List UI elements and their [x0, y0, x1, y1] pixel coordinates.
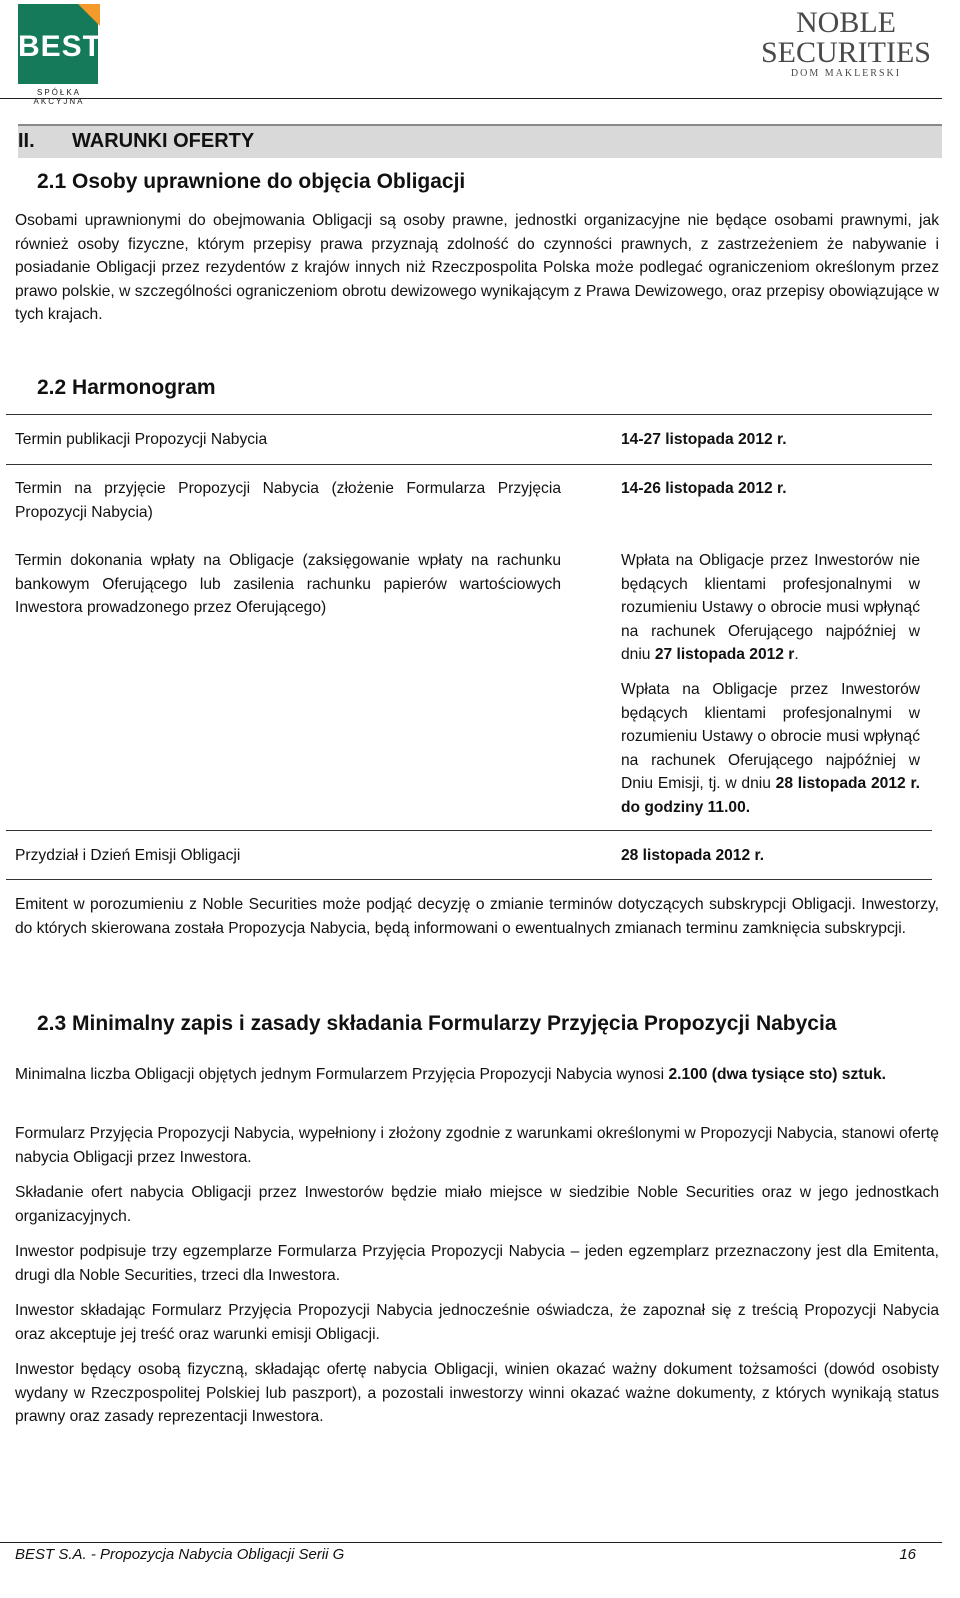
- paragraph-2-1: Osobami uprawnionymi do obejmowania Obligacji są osoby prawne, jednostki organizacyjne nie będące osobami prawnymi, jak również osoby fizyczne, którym przepisy prawa przyznają zdolność do czynności prawnych, z zastrzeżeniem że nabywanie i posiadanie Obligacji przez rezydentów z krajów innych niż Rzeczpospolita Polska może podlegać ograniczeniom określonym przez prawo polskie, w szczególności ograniczeniom obrotu dewizowego wynikającym z Prawa Dewizowego, oraz przepisy obowiązujące w tych krajach.: [15, 212, 939, 324]
- section-title: WARUNKI OFERTY: [72, 130, 255, 152]
- table-row-rule: [6, 464, 932, 465]
- paragraph-min-subscription: [15, 1063, 939, 1087]
- best-logo-word: BEST: [18, 30, 103, 63]
- row-label: Przydział i Dzień Emisji Obligacji: [15, 847, 241, 864]
- row-value: 14-27 listopada 2012 r.: [621, 431, 787, 448]
- row-value-professional: [621, 678, 920, 820]
- min-text: Minimalna liczba Obligacji objętych jednym Formularzem Przyjęcia Propozycji Nabycia wynosi: [15, 1066, 669, 1083]
- value-text: Wpłata na Obligacje przez Inwestorów nie będących klientami profesjonalnymi w rozumieniu Ustawy o obrocie musi wpłynąć na rachunek Oferującego najpóźniej w dniu: [621, 552, 920, 664]
- footer-page-number: 16: [899, 1546, 916, 1563]
- value-date: 27 listopada 2012 r: [654, 646, 795, 664]
- table-top-rule: [6, 414, 932, 415]
- best-logo-subtitle: SPÓŁKA AKCYJNA: [33, 88, 85, 106]
- noble-logo-line2: SECURITIES: [760, 36, 931, 69]
- paragraph-statement: Inwestor składając Formularz Przyjęcia Propozycji Nabycia jednocześnie oświadcza, że zapoznał się z treścią Propozycji Nabycia oraz akceptuje jej treść oraz warunki emisji Obligacji.: [15, 1302, 939, 1343]
- section-header: [18, 124, 942, 158]
- heading-2-2: 2.2 Harmonogram: [37, 376, 216, 399]
- row-value: 14-26 listopada 2012 r.: [621, 480, 787, 497]
- noble-logo-line3: DOM MAKLERSKI: [790, 68, 902, 79]
- noble-logo-line1: NOBLE: [796, 6, 896, 39]
- best-logo-corner: [78, 4, 100, 26]
- best-logo: [18, 4, 103, 106]
- heading-2-1: 2.1 Osoby uprawnione do objęcia Obligacji: [37, 170, 466, 193]
- row-label: Termin dokonania wpłaty na Obligacje (zaksięgowanie wpłaty na rachunku bankowym Oferującego lub zasilenia rachunku papierów wartościowych Inwestora prowadzonego przez Oferującego): [15, 552, 561, 617]
- row-value: 28 listopada 2012 r.: [621, 847, 765, 864]
- header-divider: [0, 98, 942, 99]
- min-amount: 2.100 (dwa tysiące sto) sztuk.: [668, 1066, 886, 1083]
- row-label: Termin na przyjęcie Propozycji Nabycia (złożenie Formularza Przyjęcia Propozycji Nabycia): [15, 480, 561, 521]
- paragraph-offer-form: Formularz Przyjęcia Propozycji Nabycia, wypełniony i złożony zgodnie z warunkami określonymi w Propozycji Nabycia, stanowi ofertę nabycia Obligacji przez Inwestora.: [15, 1125, 939, 1166]
- paragraph-copies: Inwestor podpisuje trzy egzemplarze Formularza Przyjęcia Propozycji Nabycia – jeden egzemplarz przeznaczony jest dla Emitenta, drugi dla Noble Securities, trzeci dla Inwestora.: [15, 1243, 939, 1284]
- footer-document-title: BEST S.A. - Propozycja Nabycia Obligacji Serii G: [15, 1546, 345, 1563]
- value-end: .: [794, 646, 799, 664]
- value-date: 28 listopada 2012 r. do godziny 11.00.: [621, 775, 920, 816]
- row-value-nonprofessional: [621, 549, 920, 667]
- paragraph-offer-place: Składanie ofert nabycia Obligacji przez Inwestorów będzie miało miejsce w siedzibie Noble Securities oraz w jego jednostkach organizacyjnych.: [15, 1184, 939, 1225]
- value-text: Wpłata na Obligacje przez Inwestorów będących klientami profesjonalnymi w rozumieniu Ustawy o obrocie musi wpłynąć na rachunek Oferującego najpóźniej w Dniu Emisji, tj. w dniu: [621, 681, 920, 793]
- table-row-rule: [6, 830, 932, 831]
- heading-2-3: 2.3 Minimalny zapis i zasady składania Formularzy Przyjęcia Propozycji Nabycia: [37, 1012, 837, 1035]
- row-label: Termin publikacji Propozycji Nabycia: [15, 431, 268, 448]
- section-number: II.: [18, 130, 35, 152]
- footer-divider: [0, 1542, 942, 1543]
- noble-securities-logo: [746, 8, 946, 80]
- paragraph-schedule-note: Emitent w porozumieniu z Noble Securities może podjąć decyzję o zmianie terminów dotyczących subskrypcji Obligacji. Inwestorzy, do których skierowana została Propozycja Nabycia, będą informowani o ewentualnych zmianach terminu zamknięcia subskrypcji.: [15, 896, 939, 937]
- table-bottom-rule: [6, 879, 932, 880]
- paragraph-identity: Inwestor będący osobą fizyczną, składając ofertę nabycia Obligacji, winien okazać ważny dokument tożsamości (dowód osobisty wydany w Rzeczpospolitej Polskiej lub paszport), a pozostali inwestorzy winni okazać ważne dokumenty, z których wynikają status prawny oraz zasady reprezentacji Inwestora.: [15, 1361, 939, 1426]
